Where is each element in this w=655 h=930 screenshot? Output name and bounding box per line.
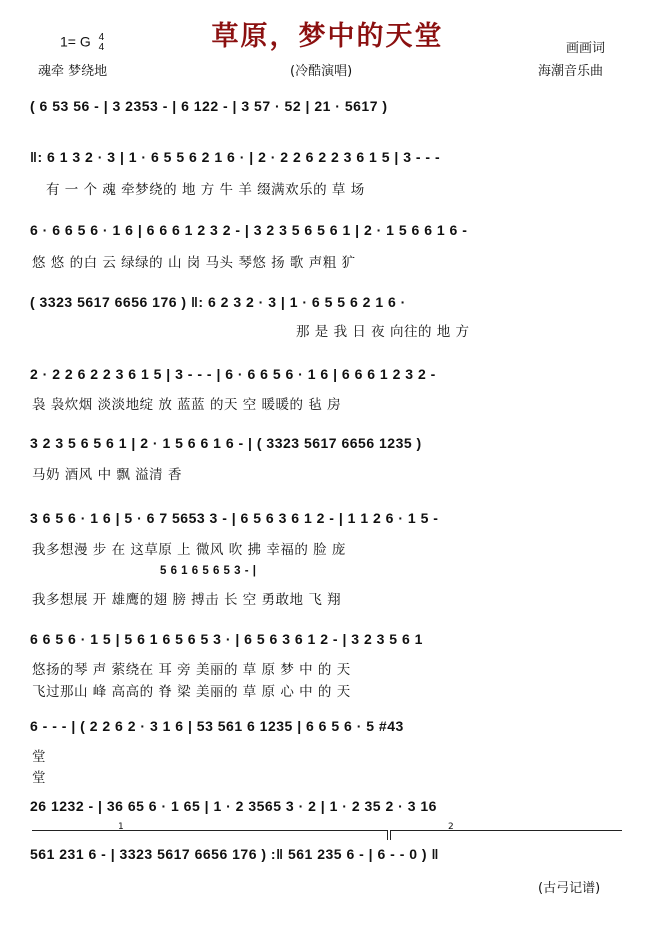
lyricist-credit: 画画词 — [566, 41, 606, 56]
score-line-9: 6 - - - | ( 2 2 6 2 · 3 1 6 | 53 561 6 1235 | 6 6 5 6 · 5 #43 — [30, 718, 404, 734]
score-line-11: 561 231 6 - | 3323 5617 6656 176 ) :‖ 561 235 6 - | 6 - - 0 ) ‖ — [30, 846, 439, 862]
lyric-line-7: 我多想漫 步 在 这草原 上 微风 吹 拂 幸福的 脸 庞 — [32, 542, 346, 558]
time-signature — [99, 33, 105, 53]
volta-number-2: 2 — [448, 822, 454, 832]
song-title: 草原，梦中的天堂 — [211, 21, 444, 52]
key-label: 1= G — [60, 33, 91, 50]
volta-bracket-1 — [32, 830, 387, 831]
composer-credit: 海潮音乐曲 — [538, 64, 604, 79]
score-line-1: ( 6 53 56 - | 3 2353 - | 6 122 - | 3 57 · 52 | 21 · 5617 ) — [30, 98, 388, 114]
score-line-7: 3 6 5 6 · 1 6 | 5 · 6 7 5653 3 - | 6 5 6 3 6 1 2 - | 1 1 2 6 · 1 5 - — [30, 510, 439, 526]
lyric-line-2: 有 一 个 魂 牵梦绕的 地 方 牛 羊 缀满欢乐的 草 场 — [46, 182, 365, 198]
score-line-6: 3 2 3 5 6 5 6 1 | 2 · 1 5 6 6 1 6 - | ( 3323 5617 6656 1235 ) — [30, 435, 422, 451]
singer-credit: 魂牵 梦绕地 — [38, 64, 108, 79]
key-signature — [60, 33, 104, 53]
volta-bracket-2 — [390, 830, 622, 831]
lyric-line-5: 袅 袅炊烟 淡淡地绽 放 蓝蓝 的天 空 暖暖的 毡 房 — [32, 397, 342, 413]
lyric-line-8-verse2: 飞过那山 峰 高高的 脊 梁 美丽的 草 原 心 中 的 天 — [32, 684, 351, 700]
footer-transcriber: (古弓记谱) — [538, 881, 601, 896]
score-line-7-alt: 5 6 1 6 5 6 5 3 - | — [160, 565, 257, 577]
lyric-line-6: 马奶 酒风 中 飘 溢清 香 — [32, 467, 182, 483]
lyric-line-3: 悠 悠 的白 云 绿绿的 山 岗 马头 琴悠 扬 歌 声粗 犷 — [32, 255, 356, 271]
lyric-line-4: 那 是 我 日 夜 向往的 地 方 — [296, 324, 470, 340]
meter-bottom: 4 — [98, 42, 105, 53]
volta-bracket-2-start — [390, 830, 391, 840]
score-line-4: ( 3323 5617 6656 176 ) ‖: 6 2 3 2 · 3 | 1 · 6 5 5 6 2 1 6 · — [30, 294, 406, 310]
score-line-8: 6 6 5 6 · 1 5 | 5 6 1 6 5 6 5 3 · | 6 5 6 3 6 1 2 - | 3 2 3 5 6 1 — [30, 631, 423, 647]
lyric-line-9-verse1: 堂 — [32, 749, 46, 765]
score-line-5: 2 · 2 2 6 2 2 3 6 1 5 | 3 - - - | 6 · 6 6 5 6 · 1 6 | 6 6 6 1 2 3 2 - — [30, 366, 436, 382]
lyric-line-9-verse2: 堂 — [32, 770, 46, 786]
volta-number-1: 1 — [118, 822, 124, 832]
score-line-10: 26 1232 - | 36 65 6 · 1 65 | 1 · 2 3565 3 · 2 | 1 · 2 35 2 · 3 16 — [30, 798, 437, 814]
lyric-line-7-verse2: 我多想展 开 雄鹰的翅 膀 搏击 长 空 勇敢地 飞 翔 — [32, 592, 342, 608]
score-line-3: 6 · 6 6 5 6 · 1 6 | 6 6 6 1 2 3 2 - | 3 2 3 5 6 5 6 1 | 2 · 1 5 6 6 1 6 - — [30, 222, 468, 238]
score-line-2: ‖: 6 1 3 2 · 3 | 1 · 6 5 5 6 2 1 6 · | 2 · 2 2 6 2 2 3 6 1 5 | 3 - - - — [30, 149, 441, 165]
meter-top: 4 — [98, 32, 105, 43]
volta-bracket-1-end — [387, 830, 388, 840]
lyric-line-8-verse1: 悠扬的琴 声 萦绕在 耳 旁 美丽的 草 原 梦 中 的 天 — [32, 662, 351, 678]
performer-credit: (冷酷演唱) — [290, 64, 353, 79]
